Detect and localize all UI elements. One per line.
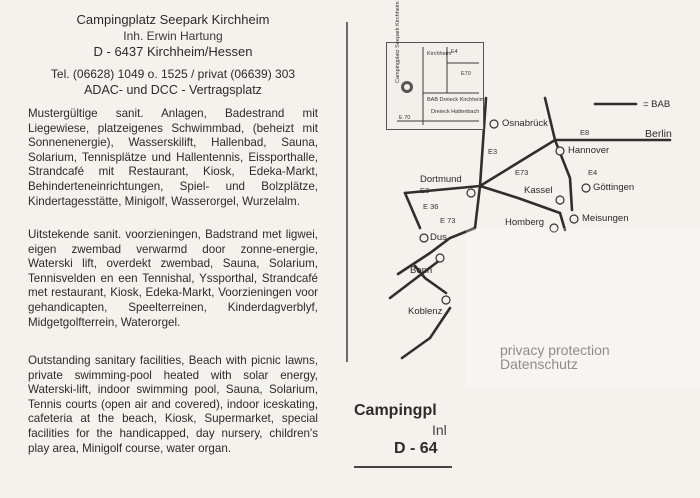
city-dot-duesseldorf (420, 234, 428, 242)
adac-line: ADAC- und DCC - Vertragsplatz (84, 83, 262, 97)
telephone-line: Tel. (06628) 1049 o. 1525 / privat (06639) 303 (50, 67, 296, 81)
city-dot-kassel (556, 196, 564, 204)
label-berlin: Berlin (645, 128, 672, 140)
inset-campsite-label: Campingplatz Seepark Kirchheim (395, 1, 401, 83)
inset-e70-top: E70 (461, 71, 471, 77)
inset-dreieck-kirchheim: BAB Dreieck Kirchheim (427, 97, 485, 103)
inset-e70-bottom: E 70 (399, 115, 411, 121)
city-dot-koblenz (442, 296, 450, 304)
road-label-e8: E8 (580, 128, 590, 137)
privacy-line-1: privacy protection (500, 342, 610, 358)
address-header (28, 12, 318, 98)
privacy-line-2: Datenschutz (500, 356, 578, 372)
road-label-e36: E 36 (423, 202, 439, 211)
city-dot-goettingen (582, 184, 590, 192)
postal-address: D - 6437 Kirchheim/Hessen (93, 44, 253, 59)
label-dortmund: Dortmund (420, 174, 462, 185)
detail-inset-map (386, 1, 485, 130)
english-description: Outstanding sanitary facilities, Beach with picnic lawns, private swimming-pool heated with solar energy, Waterski-lift, indoor swimming pool, Sauna, Solarium, Tennis courts (open air and covered), indoor iceskating, cafeteria at the beach, Kiosk, Supermarket, special facilities for the handicapped, day nursery, children's play area, Minigolf course, water organ. (28, 354, 318, 455)
inset-dreieck-hattenbach: Dreieck Hattenbach (431, 109, 480, 115)
legend-label: = BAB (643, 99, 671, 110)
city-dot-hannover (556, 147, 564, 155)
road-label-e73-low: E 73 (440, 216, 456, 225)
road-label-e3-top: E3 (488, 147, 498, 156)
city-dot-dortmund (467, 189, 475, 197)
text-column (28, 12, 318, 455)
label-bonn: Bonn (410, 265, 433, 276)
label-duesseldorf: Dus (430, 232, 447, 243)
campsite-name: Campingplatz Seepark Kirchheim (76, 12, 270, 27)
label-meisungen: Meisungen (582, 213, 629, 224)
road-label-e73: E73 (515, 168, 529, 177)
stamp-line-1: Campingpl (354, 402, 437, 419)
city-dot-osnabrueck (490, 120, 498, 128)
stamp-line-2: Inl (432, 422, 447, 438)
owner-name: Inh. Erwin Hartung (123, 29, 223, 43)
stamp-underline (354, 466, 452, 468)
label-hannover: Hannover (568, 145, 610, 156)
label-osnabrueck: Osnabrück (502, 118, 548, 129)
inset-e4: E4 (451, 49, 458, 55)
road-west (405, 193, 420, 228)
dutch-description: Uitstekende sanit. voorzieningen, Badstrand met ligwei, eigen zwembad verwarmd door zonne-energie, Waterski lift, overdekt zwembad, Sauna, Solarium, Tennisvelden en een Tennishal, Yssporthal, Strandcafé met restaurant, Kiosk, Edeka-Markt, Voorzieningen voor gehandicapten, Speelterreinen, Kinderdagverblyf, Midgetgolfterrein, Waterorgel. (28, 228, 318, 329)
road-label-e4: E4 (588, 168, 598, 177)
privacy-watermark (500, 343, 610, 371)
german-description: Mustergültige sanit. Anlagen, Badestrand mit Liegewiese, platzeigenes Schwimmbad, (beheizt mit Sonnenenergie), Wasserskilift, Hallenbad, Sauna, Solarium, Tennisplätze und Hallentennis, Eissporthalle, Strandcafé mit Restaurant, Kiosk, Edeka-Markt, Behinderteneinrichtungen, Spiel- und Bolzplätze, Kindertagesstätte, Minigolf, Wasserorgel, Wurzelalm. (28, 107, 318, 208)
label-goettingen: Göttingen (593, 182, 635, 193)
label-koblenz: Koblenz (408, 306, 443, 317)
road-label-e3-left: E3 (420, 186, 430, 195)
label-homberg: Homberg (505, 217, 545, 228)
city-dot-bonn (436, 254, 444, 262)
address-stamp (354, 402, 454, 458)
label-kassel: Kassel (524, 185, 553, 196)
city-dot-meisungen (570, 215, 578, 223)
inset-kirchheim: Kirchheim (427, 51, 452, 57)
stamp-line-3: D - 64 (394, 440, 438, 457)
vertical-divider (346, 22, 348, 362)
